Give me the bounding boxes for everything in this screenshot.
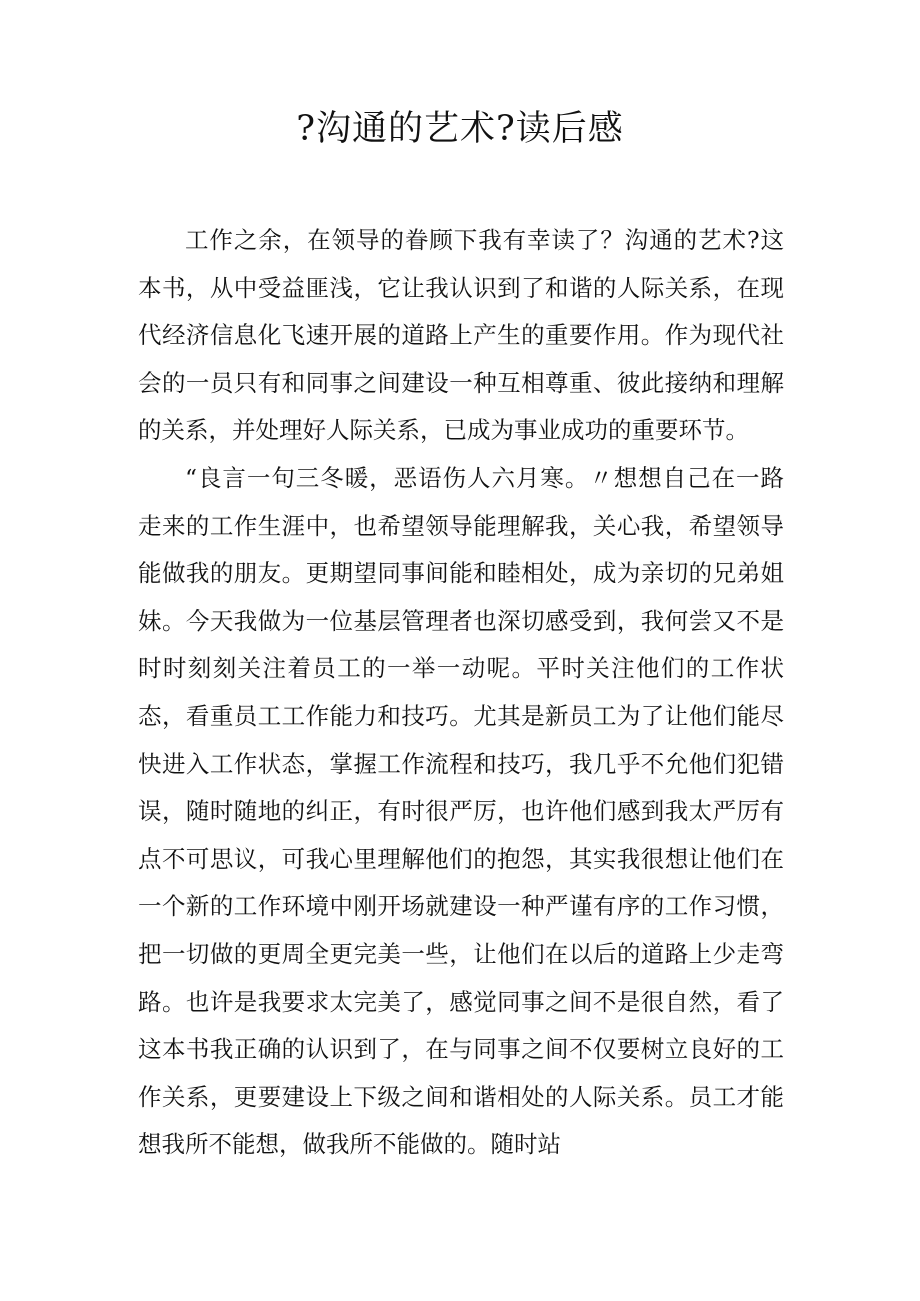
document-title: ?沟通的艺术?读后感 [296, 109, 624, 149]
paragraph-1: 工作之余，在领导的眷顾下我有幸读了？沟通的艺术?这本书，从中受益匪浅，它让我认识到了和谐的人际关系，在现代经济信息化飞速开展的道路上产生的重要作用。作为现代社会的一员只有和同事之间建设一种互相尊重、彼此接纳和理解的关系，并处理好人际关系，已成为事业成功的重要环节。 [138, 226, 784, 445]
paragraph-2: “良言一句三冬暖，恶语伤人六月寒。〃想想自己在一路走来的工作生涯中，也希望领导能理解我，关心我，希望领导能做我的朋友。更期望同事间能和睦相处，成为亲切的兄弟姐妹。今天我做为一位基层管理者也深切感受到，我何尝又不是时时刻刻关注着员工的一举一动呢。平时关注他们的工作状态，看重员工工作能力和技巧。尤其是新员工为了让他们能尽快进入工作状态，掌握工作流程和技巧，我几乎不允他们犯错误，随时随地的纠正，有时很严厉，也许他们感到我太严厉有点不可思议，可我心里理解他们的抱怨，其实我很想让他们在一个新的工作环境中刚开场就建设一种严谨有序的工作习惯，把一切做的更周全更完美一些，让他们在以后的道路上少走弯路。也许是我要求太完美了，感觉同事之间不是很自然，看了这本书我正确的认识到了，在与同事之间不仅要树立良好的工作关系，更要建设上下级之间和谐相处的人际关系。员工才能想我所不能想，做我所不能做的。随时站 [138, 463, 784, 1159]
document-body [138, 217, 784, 1169]
